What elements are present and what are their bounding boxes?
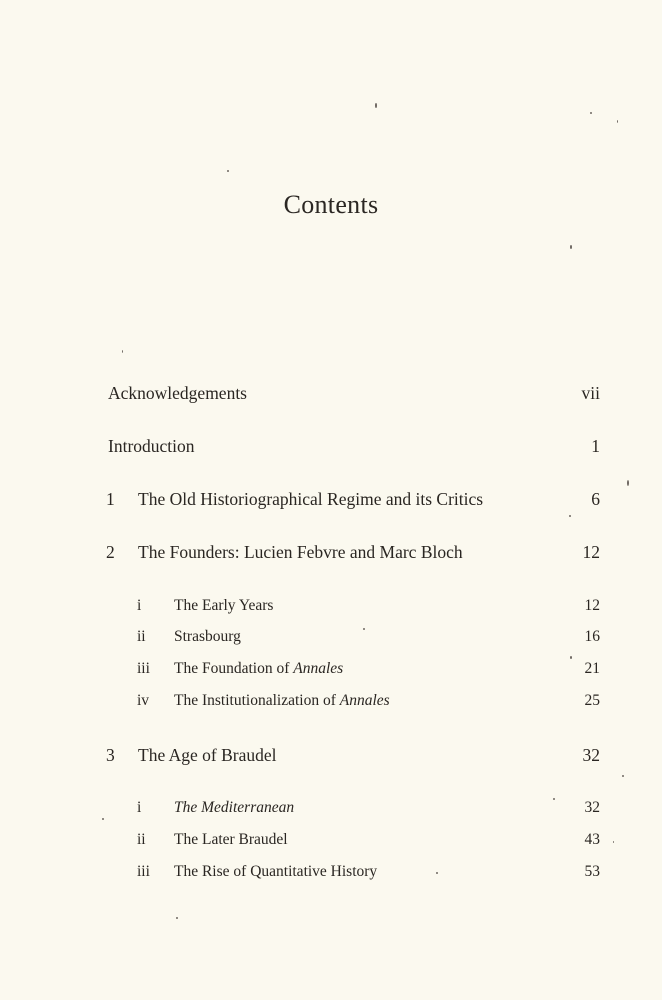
toc-section-label: The Mediterranean xyxy=(174,799,295,816)
scan-speck xyxy=(569,515,571,517)
toc-entry-label: The Founders: Lucien Febvre and Marc Bloch xyxy=(138,542,463,562)
toc-entry-chapter-1[interactable] xyxy=(0,487,662,511)
toc-section-label: Strasbourg xyxy=(174,628,241,645)
chapter-number: 3 xyxy=(106,745,115,765)
section-numeral: i xyxy=(137,597,142,614)
scan-speck xyxy=(570,245,572,249)
toc-section-2-iv[interactable] xyxy=(0,689,662,713)
toc-entry-label: Acknowledgements xyxy=(108,383,247,403)
section-numeral: ii xyxy=(137,628,146,645)
toc-section-label-italic: Annales xyxy=(339,692,390,709)
toc-page-number: 32 xyxy=(584,799,600,816)
scan-speck xyxy=(622,775,624,777)
toc-page-number: 1 xyxy=(591,436,600,456)
toc-entry-chapter-2[interactable] xyxy=(0,540,662,564)
scan-speck xyxy=(613,841,614,843)
toc-section-label-italic: Annales xyxy=(293,660,344,677)
chapter-number: 1 xyxy=(106,489,115,509)
toc-section-3-ii[interactable] xyxy=(0,828,662,852)
toc-page-number: 53 xyxy=(584,863,600,880)
toc-section-label-text: The Foundation of xyxy=(174,660,294,677)
toc-page-number: 32 xyxy=(582,745,600,765)
section-numeral: ii xyxy=(137,831,146,848)
toc-section-2-ii[interactable] xyxy=(0,625,662,649)
toc-entry-label: The Old Historiographical Regime and its Critics xyxy=(138,489,484,509)
scan-speck xyxy=(363,628,365,630)
scan-speck xyxy=(227,170,229,172)
section-numeral: i xyxy=(137,799,142,816)
scan-speck xyxy=(590,112,592,114)
toc-page-number: 43 xyxy=(584,831,600,848)
toc-page-number: 25 xyxy=(584,692,600,709)
scan-speck xyxy=(436,872,438,874)
toc-section-label-text: The Institutionalization of xyxy=(174,692,340,709)
toc-section-3-i[interactable] xyxy=(0,796,662,820)
section-numeral: iii xyxy=(137,863,150,880)
toc-section-label: The Later Braudel xyxy=(174,831,288,848)
toc-section-2-iii[interactable] xyxy=(0,657,662,681)
scan-speck xyxy=(627,480,629,486)
toc-page-number: vii xyxy=(581,383,600,403)
toc-page-number: 6 xyxy=(591,489,600,509)
page-title: Contents xyxy=(283,190,379,219)
scan-speck xyxy=(102,818,104,820)
toc-section-label: The Rise of Quantitative History xyxy=(174,863,378,880)
toc-section-label xyxy=(174,689,390,713)
toc-section-label: The Early Years xyxy=(174,597,274,614)
section-numeral: iii xyxy=(137,660,150,677)
section-numeral: iv xyxy=(137,692,150,709)
scan-speck xyxy=(375,103,377,108)
toc-entry-acknowledgements[interactable] xyxy=(0,381,662,405)
scan-speck xyxy=(176,917,178,919)
scan-speck xyxy=(617,120,618,123)
toc-entry-label: Introduction xyxy=(108,436,195,456)
scan-speck xyxy=(553,798,555,800)
toc-section-2-i[interactable] xyxy=(0,594,662,618)
toc-page-number: 21 xyxy=(584,660,600,677)
toc-section-3-iii[interactable] xyxy=(0,860,662,884)
toc-page-number: 12 xyxy=(582,542,600,562)
toc-page-number: 16 xyxy=(584,628,600,645)
scan-speck xyxy=(122,350,123,353)
toc-entry-introduction[interactable] xyxy=(0,434,662,458)
toc-entry-chapter-3[interactable] xyxy=(0,743,662,767)
toc-section-label xyxy=(174,657,343,681)
scan-speck xyxy=(570,656,572,659)
toc-page-number: 12 xyxy=(584,597,600,614)
chapter-number: 2 xyxy=(106,542,115,562)
toc-entry-label: The Age of Braudel xyxy=(138,745,277,765)
